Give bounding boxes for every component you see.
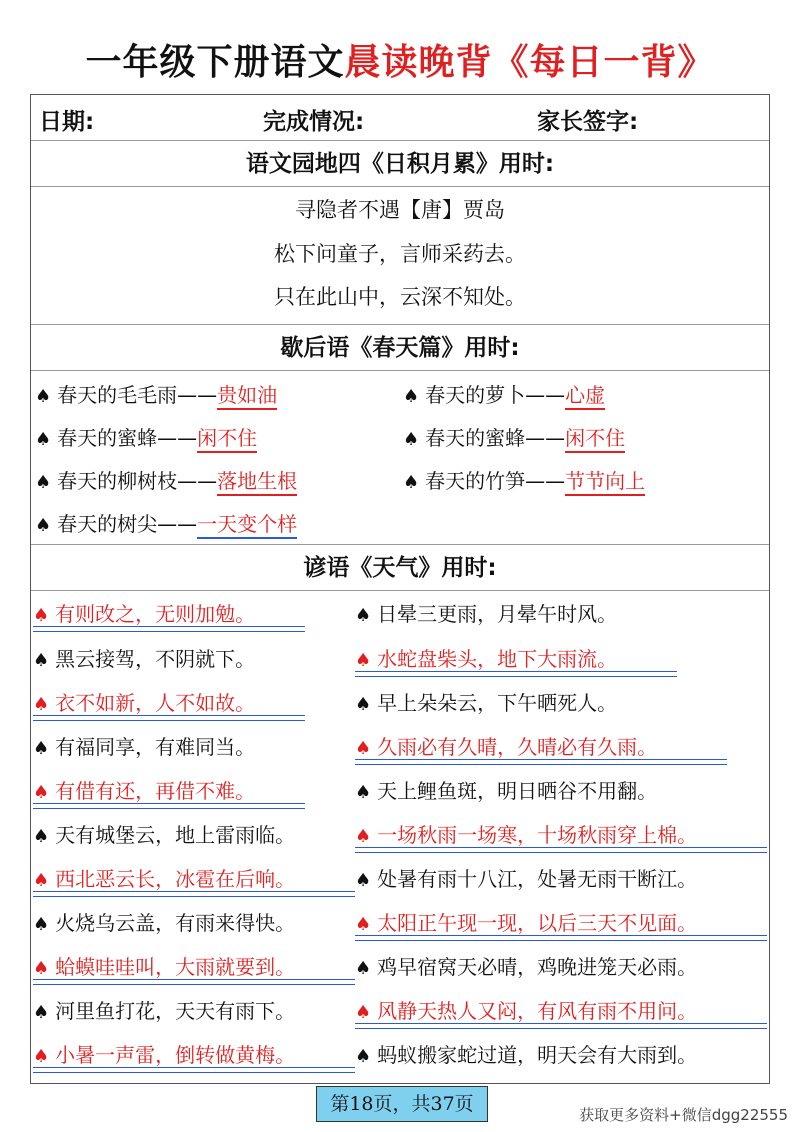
proverb-right: ♠ 天上鲤鱼斑，明日晒谷不用翻。 (355, 779, 658, 803)
proverb-right: ♠ 水蛇盘柴头，地下大雨流。 (355, 647, 618, 671)
spade-icon: ♠ (355, 738, 372, 759)
page-title (0, 34, 800, 85)
spade-icon: ♠ (33, 1046, 50, 1067)
spade-icon: ♠ (35, 429, 52, 450)
proverb-right: ♠ 日晕三更雨，月晕午时风。 (355, 602, 618, 626)
spade-icon: ♠ (35, 472, 52, 493)
double-underline (355, 847, 767, 853)
poem-block (31, 187, 769, 325)
xiehouyu-answer: 贵如油 (217, 383, 277, 410)
double-underline (355, 759, 727, 765)
proverb-left: ♠ 有则改之，无则加勉。 (33, 602, 256, 626)
double-underline (33, 979, 355, 985)
xiehouyu-item: ♠ 春天的蜜蜂——闲不住 (403, 422, 625, 451)
proverb-block (31, 591, 769, 1083)
spade-icon: ♠ (33, 870, 50, 891)
spade-icon: ♠ (33, 605, 50, 626)
proverb-left: ♠ 蛤蟆哇哇叫，大雨就要到。 (33, 955, 296, 979)
spade-icon: ♠ (355, 605, 372, 626)
xiehouyu-item: ♠ 春天的树尖——一天变个样 (35, 508, 297, 537)
proverb-right: ♠ 风静天热人又闷，有风有雨不用问。 (355, 999, 698, 1023)
spade-icon: ♠ (33, 914, 50, 935)
spade-icon: ♠ (35, 515, 52, 536)
spade-icon: ♠ (355, 958, 372, 979)
xiehouyu-item: ♠ 春天的毛毛雨——贵如油 (35, 379, 277, 408)
spade-icon: ♠ (355, 694, 372, 715)
page-number-badge: 第18页，共37页 (316, 1086, 488, 1122)
poem-title: 寻隐者不遇【唐】贾岛 (295, 198, 505, 222)
proverb-left: ♠ 衣不如新，人不如故。 (33, 691, 256, 715)
spade-icon: ♠ (355, 870, 372, 891)
footer-note: 获取更多资料+微信dgg22555 (579, 1106, 788, 1124)
spade-icon: ♠ (355, 650, 372, 671)
xiehouyu-item: ♠ 春天的柳树枝——落地生根 (35, 465, 297, 494)
proverb-right: ♠ 早上朵朵云，下午晒死人。 (355, 691, 618, 715)
proverb-right: ♠ 蚂蚁搬家蛇过道，明天会有大雨到。 (355, 1043, 698, 1067)
spade-icon: ♠ (403, 429, 420, 450)
xiehouyu-answer: 闲不住 (565, 426, 625, 453)
double-underline (33, 715, 305, 721)
xiehouyu-answer: 落地生根 (217, 469, 297, 496)
xiehouyu-item: ♠ 春天的蜜蜂——闲不住 (35, 422, 257, 451)
sign-label: 家长签字: (537, 109, 639, 135)
xiehouyu-item: ♠ 春天的萝卜——心虚 (403, 379, 605, 408)
spade-icon: ♠ (33, 1002, 50, 1023)
spade-icon: ♠ (33, 694, 50, 715)
spade-icon: ♠ (403, 472, 420, 493)
spade-icon: ♠ (33, 958, 50, 979)
proverb-right: ♠ 太阳正午现一现，以后三天不见面。 (355, 911, 698, 935)
spade-icon: ♠ (33, 650, 50, 671)
spade-icon: ♠ (355, 1002, 372, 1023)
proverb-left: ♠ 小暑一声雷，倒转做黄梅。 (33, 1043, 296, 1067)
proverb-left: ♠ 河里鱼打花，天天有雨下。 (33, 999, 296, 1023)
poem-line-2: 只在此山中，云深不知处。 (274, 285, 526, 309)
xiehouyu-item: ♠ 春天的竹笋——节节向上 (403, 465, 645, 494)
spade-icon: ♠ (355, 1046, 372, 1067)
xiehouyu-block (31, 371, 769, 545)
double-underline (33, 891, 355, 897)
spade-icon: ♠ (355, 914, 372, 935)
spade-icon: ♠ (33, 826, 50, 847)
double-underline (33, 626, 305, 632)
proverb-left: ♠ 火烧乌云盖，有雨来得快。 (33, 911, 296, 935)
proverb-left: ♠ 黑云接驾，不阴就下。 (33, 647, 256, 671)
xiehouyu-answer: 心虚 (565, 383, 605, 410)
double-underline (355, 671, 677, 677)
proverb-right: ♠ 鸡早宿窝天必晴，鸡晚进笼天必雨。 (355, 955, 698, 979)
title-part2: 晨读晚背《每日一背》 (344, 42, 715, 83)
proverb-right: ♠ 久雨必有久晴，久晴必有久雨。 (355, 735, 658, 759)
header-row (31, 95, 769, 141)
proverb-right: ♠ 一场秋雨一场寒，十场秋雨穿上棉。 (355, 823, 698, 847)
spade-icon: ♠ (355, 826, 372, 847)
proverb-left: ♠ 西北恶云长，冰雹在后响。 (33, 867, 296, 891)
date-label: 日期: (39, 109, 95, 135)
double-underline (355, 1023, 767, 1029)
title-part1: 一年级下册语文 (85, 42, 345, 83)
spade-icon: ♠ (403, 386, 420, 407)
worksheet-table (30, 94, 770, 1084)
proverb-left: ♠ 有借有还，再借不难。 (33, 779, 256, 803)
xiehouyu-answer: 闲不住 (197, 426, 257, 453)
double-underline (355, 935, 767, 941)
section2-heading: 歇后语《春天篇》用时: (31, 325, 769, 371)
spade-icon: ♠ (33, 738, 50, 759)
poem-line-1: 松下问童子，言师采药去。 (274, 242, 526, 266)
section1-heading: 语文园地四《日积月累》用时: (31, 141, 769, 187)
proverb-left: ♠ 有福同享，有难同当。 (33, 735, 256, 759)
section3-heading: 谚语《天气》用时: (31, 545, 769, 591)
spade-icon: ♠ (355, 782, 372, 803)
status-label: 完成情况: (263, 109, 365, 135)
proverb-left: ♠ 天有城堡云，地上雷雨临。 (33, 823, 296, 847)
double-underline (33, 803, 305, 809)
double-underline (33, 1067, 355, 1073)
spade-icon: ♠ (33, 782, 50, 803)
xiehouyu-answer: 一天变个样 (197, 512, 297, 539)
proverb-right: ♠ 处暑有雨十八江，处暑无雨干断江。 (355, 867, 698, 891)
xiehouyu-answer: 节节向上 (565, 469, 645, 496)
spade-icon: ♠ (35, 386, 52, 407)
